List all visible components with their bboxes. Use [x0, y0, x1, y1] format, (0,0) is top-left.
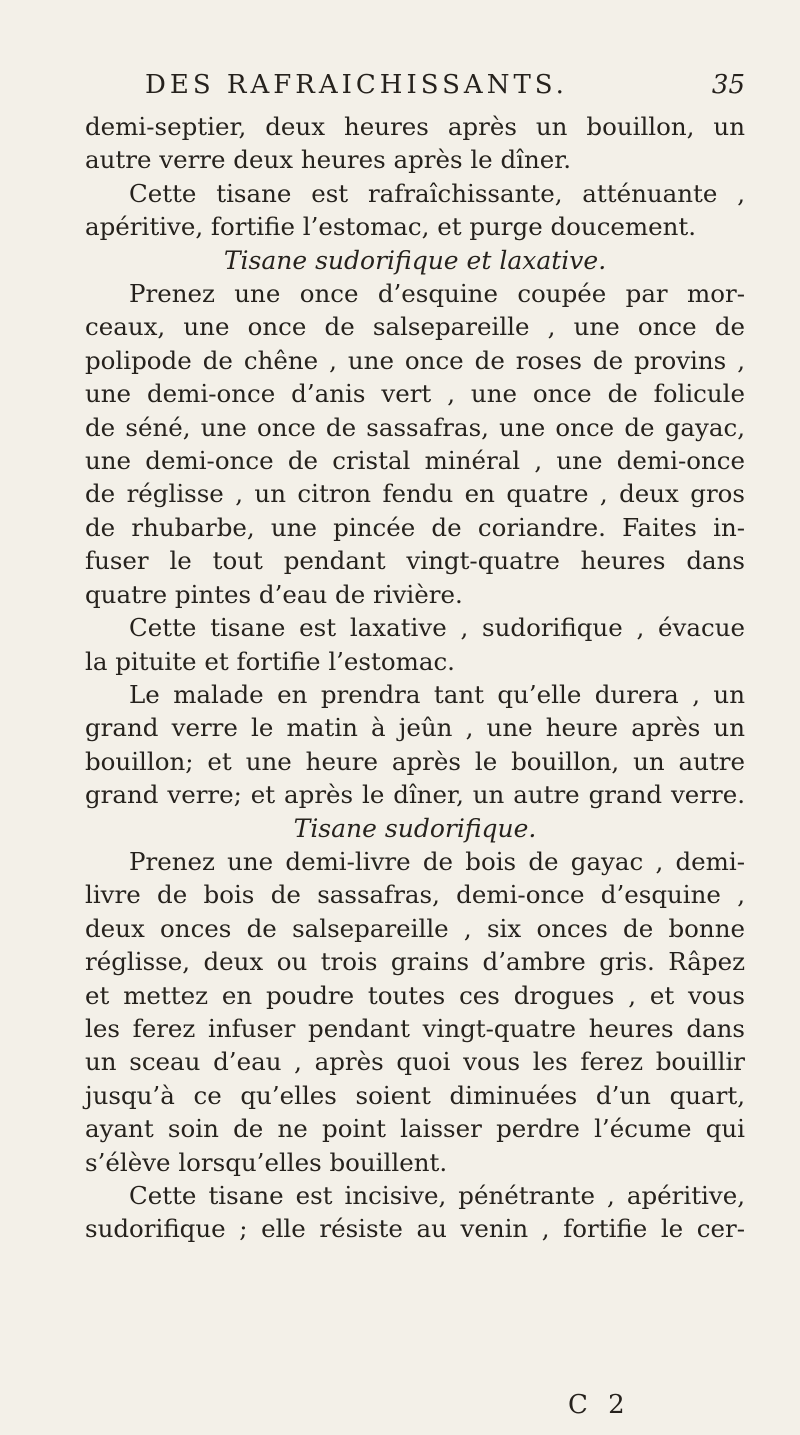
text-line: ayant soin de ne point laisser perdre l’écume qui	[85, 1114, 745, 1144]
signature-mark: C 2	[568, 1390, 631, 1420]
text-line: réglisse, deux ou trois grains d’ambre gris. Râpez	[85, 947, 745, 977]
text-line: jusqu’à ce qu’elles soient diminuées d’un quart,	[85, 1080, 745, 1110]
text-line: s’élève lorsqu’elles bouillent.	[85, 1147, 448, 1177]
text-line: de séné, une once de sassafras, une once de gayac,	[85, 412, 745, 442]
paragraph-first-line: Cette tisane est incisive, pénétrante , apéritive,	[129, 1181, 745, 1210]
paragraph-first-line: Cette tisane est rafraîchissante, atténuante ,	[129, 178, 745, 208]
text-line: autre verre deux heures après le dîner.	[85, 145, 572, 175]
section-heading: Tisane sudorifique.	[293, 813, 537, 843]
page-number: 35	[711, 70, 745, 100]
text-line: ceaux, une once de salsepareille , une once de	[85, 312, 745, 342]
text-line: de rhubarbe, une pincée de coriandre. Faites in-	[85, 512, 745, 542]
text-line: livre de bois de sassafras, demi-once d’esquine ,	[85, 880, 745, 910]
text-line: bouillon; et une heure après le bouillon, un autre	[85, 746, 745, 776]
text-line: une demi-once d’anis vert , une once de folicule	[85, 379, 745, 409]
text-line: fuser le tout pendant vingt-quatre heures dans	[85, 546, 745, 576]
paragraph-first-line: Le malade en prendra tant qu’elle durera , un	[129, 679, 745, 709]
text-line: un sceau d’eau , après quoi vous les ferez bouillir	[85, 1047, 745, 1077]
text-line: grand verre le matin à jeûn , une heure après un	[85, 713, 745, 743]
paragraph-first-line: Cette tisane est laxative , sudorifique , évacue	[129, 613, 745, 643]
paragraph-first-line: Prenez une demi-livre de bois de gayac , demi-	[129, 846, 745, 876]
text-line: apéritive, fortifie l’estomac, et purge doucement.	[85, 212, 697, 242]
text-line: demi-septier, deux heures après un bouillon, un	[85, 112, 745, 141]
text-line: et mettez en poudre toutes ces drogues , et vous	[85, 980, 745, 1010]
paragraph-first-line: Prenez une once d’esquine coupée par mor-	[129, 279, 745, 309]
running-title: DES RAFRAICHISSANTS.	[145, 70, 568, 100]
text-line: de réglisse , un citron fendu en quatre , deux gros	[85, 479, 745, 509]
text-line: la pituite et fortifie l’estomac.	[85, 646, 455, 676]
text-line: polipode de chêne , une once de roses de provins ,	[85, 345, 745, 375]
text-line: grand verre; et après le dîner, un autre grand verre.	[85, 780, 745, 810]
text-line: quatre pintes d’eau de rivière.	[85, 579, 463, 609]
text-line: sudorifique ; elle résiste au venin , fortifie le cer-	[85, 1214, 745, 1244]
running-head	[85, 70, 745, 110]
text-line: deux onces de salsepareille , six onces de bonne	[85, 913, 745, 943]
text-line: les ferez infuser pendant vingt-quatre heures dans	[85, 1013, 745, 1043]
text-line: une demi-once de cristal minéral , une demi-once	[85, 446, 745, 476]
body-text	[85, 110, 745, 1246]
section-heading: Tisane sudorifique et laxative.	[223, 245, 607, 275]
